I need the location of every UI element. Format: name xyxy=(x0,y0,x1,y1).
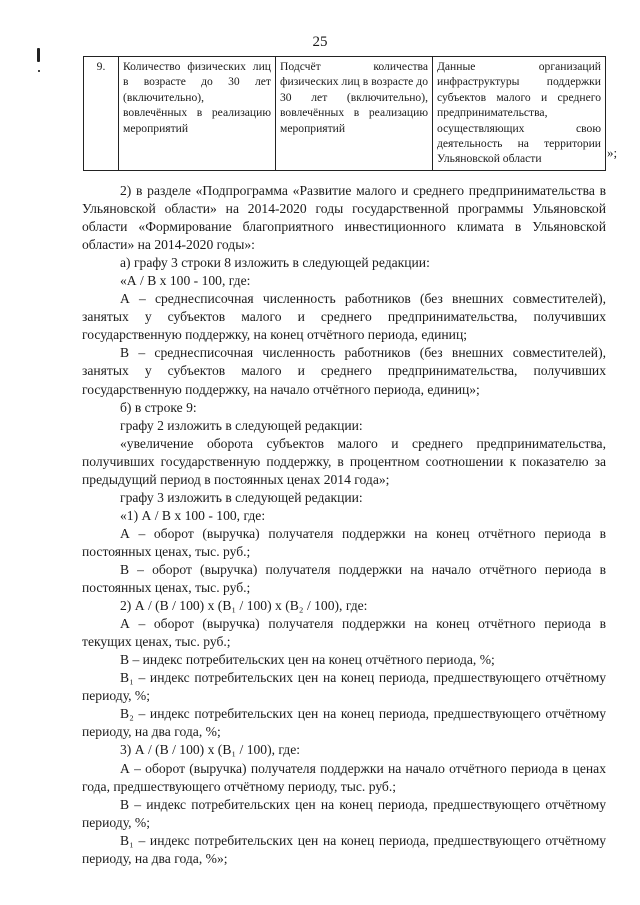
page-number: 25 xyxy=(312,34,328,50)
paragraph: 2) А / (В / 100) х (В₁ / 100) х (В₂ / 100), где: xyxy=(120,598,368,614)
paragraph: В – оборот (выручка) получателя поддержки на начало отчётного периода в постоянных ценах, тыс. руб.; xyxy=(82,561,606,596)
paragraph: В₂ – индекс потребительских цен на конец периода, предшествующего отчётному периоду, на два года, %; xyxy=(82,706,606,740)
paragraph: «1) А / В х 100 - 100, где: xyxy=(120,507,266,523)
paragraph: «увеличение оборота субъектов малого и среднего предпринимательства, получивших государственную поддержку, в процентном соотношении к показателю за предыдущий период в постоянных ценах 2014 года»; xyxy=(82,435,606,487)
calculation-method-cell: Подсчёт количества физических лиц в возрасте до 30 лет (включительно), вовлечённых в реализацию мероприятий xyxy=(276,57,433,171)
paragraph: А – оборот (выручка) получателя поддержки на конец отчётного периода в текущих ценах, тыс. руб.; xyxy=(82,616,606,650)
margin-dot xyxy=(38,70,40,72)
indicator-name-cell: Количество физических лиц в возрасте до 30 лет (включительно), вовлечённых в реализацию мероприятий xyxy=(119,57,276,171)
paragraph: графу 2 изложить в следующей редакции: xyxy=(120,417,363,433)
table-closing-quote: »; xyxy=(607,145,618,160)
data-source-cell: Данные организаций инфраструктуры поддержки субъектов малого и среднего предпринимательства, осуществляющих свою деятельность на территории Ульяновской области xyxy=(433,57,606,171)
paragraph: В – индекс потребительских цен на конец отчётного периода, %; xyxy=(120,652,495,668)
paragraph: В – среднесписочная численность работников (без внешних совместителей), занятых у субъектов малого и среднего предпринимательства, получивших государственную поддержку, на начало отчётного периода, единиц»; xyxy=(82,345,606,397)
paragraph: А – оборот (выручка) получателя поддержки на конец отчётного периода в постоянных ценах, тыс. руб.; xyxy=(82,525,606,559)
row-number-cell: 9. xyxy=(84,57,119,171)
paragraph: В₁ – индекс потребительских цен на конец периода, предшествующего отчётному периоду, на два года, %»; xyxy=(82,832,606,866)
paragraph: А – оборот (выручка) получателя поддержки на начало отчётного периода в ценах года, предшествующего отчётному периоду, тыс. руб.; xyxy=(82,760,606,794)
margin-mark xyxy=(37,48,40,62)
paragraph: А – среднесписочная численность работников (без внешних совместителей), занятых у субъектов малого и среднего предпринимательства, получивших государственную поддержку, на конец отчётного периода, единиц; xyxy=(82,291,606,343)
paragraph: 2) в разделе «Подпрограмма «Развитие малого и среднего предпринимательства в Ульяновской области» на 2014-2020 годы государственной программы Ульяновской области «Формирование благоприятного инвестиционного климата в Ульяновской области» на 2014-2020 годы»: xyxy=(82,183,606,253)
paragraph: В₁ – индекс потребительских цен на конец периода, предшествующего отчётному периоду, %; xyxy=(82,670,606,704)
paragraph: графу 3 изложить в следующей редакции: xyxy=(120,489,363,505)
paragraph: б) в строке 9: xyxy=(120,399,197,415)
paragraph: 3) А / (В / 100) х (В₁ / 100), где: xyxy=(120,742,301,758)
document-body xyxy=(82,182,606,868)
paragraph: «А / В х 100 - 100, где: xyxy=(120,273,251,289)
paragraph: В – индекс потребительских цен на конец периода, предшествующего отчётному периоду, %; xyxy=(82,796,606,830)
paragraph: а) графу 3 строки 8 изложить в следующей редакции: xyxy=(120,255,430,271)
indicator-table xyxy=(83,56,606,171)
table-row xyxy=(84,57,606,171)
